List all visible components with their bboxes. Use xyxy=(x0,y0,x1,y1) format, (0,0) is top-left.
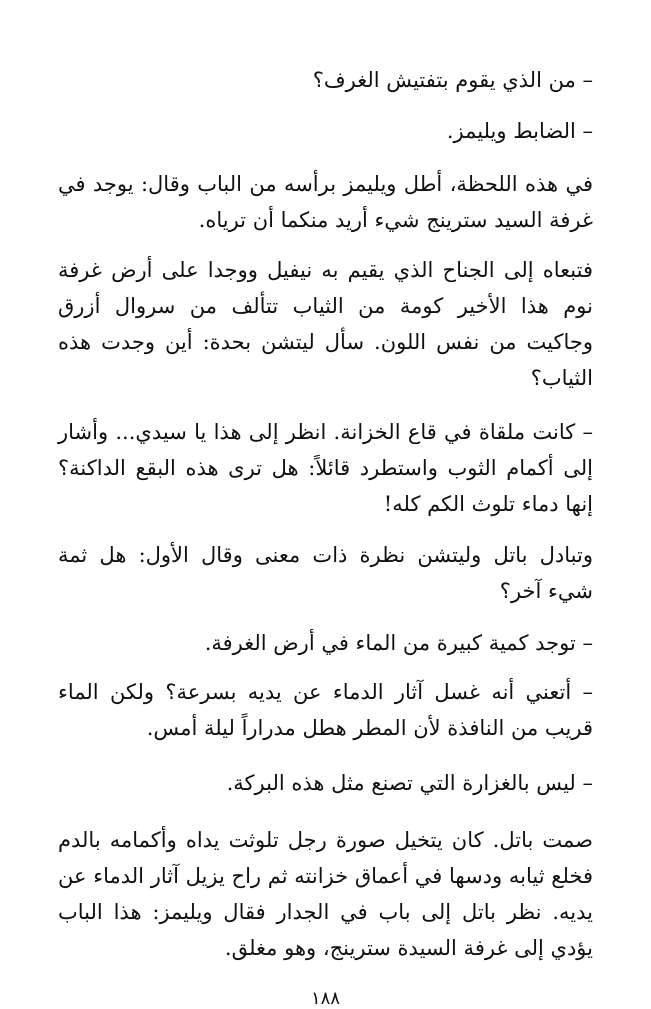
paragraph-5: – كانت ملقاة في قاع الخزانة. انظر إلى هذا يا سيدي... وأشار إلى أكمام الثوب واستطرد قائلاً: هل ترى هذه البقع الداكنة؟ إنها دماء تلوث الكم كله! xyxy=(58,420,593,516)
paragraph-3: في هذه اللحظة، أطل ويليمز برأسه من الباب وقال: يوجد في غرفة السيد سترينج شيء أريد منكما أن ترياه. xyxy=(58,172,593,232)
paragraph-1: – من الذي يقوم بتفتيش الغرف؟ xyxy=(312,68,593,92)
paragraph-4: فتبعاه إلى الجناح الذي يقيم به نيفيل ووجدا على أرض غرفة نوم هذا الأخير كومة من الثياب تتألف من سروال أزرق وجاكيت من نفس اللون. سأل ليتشن بحدة: أين وجدت هذه الثياب؟ xyxy=(58,258,593,390)
paragraph-10: صمت باتل. كان يتخيل صورة رجل تلوثت يداه وأكمامه بالدم فخلع ثيابه ودسها في أعماق خزانته ثم راح يزيل آثار الدماء عن يديه. نظر باتل إلى باب في الجدار فقال ويليمز: هذا الباب يؤدي إلى غرفة السيدة سترينج، وهو مغلق. xyxy=(58,828,593,960)
paragraph-2: – الضابط ويليمز. xyxy=(446,119,593,143)
paragraph-8: – أتعني أنه غسل آثار الدماء عن يديه بسرعة؟ ولكن الماء قريب من النافذة لأن المطر هطل مدراراً ليلة أمس. xyxy=(58,680,593,740)
page-number: ١٨٨ xyxy=(310,988,340,1009)
paragraph-9: – ليس بالغزارة التي تصنع مثل هذه البركة. xyxy=(226,771,593,795)
paragraph-7: – توجد كمية كبيرة من الماء في أرض الغرفة. xyxy=(204,631,593,655)
paragraph-6: وتبادل باتل وليتشن نظرة ذات معنى وقال الأول: هل ثمة شيء آخر؟ xyxy=(58,543,593,603)
